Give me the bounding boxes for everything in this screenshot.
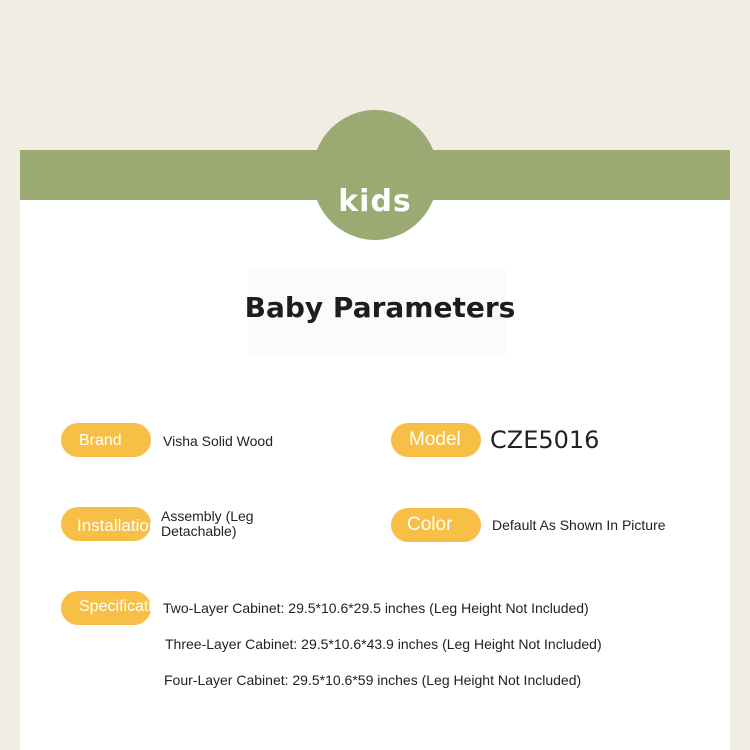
color-label: Color: [391, 508, 481, 542]
brand-value: Visha Solid Wood: [163, 433, 273, 449]
badge-label: kids: [338, 184, 412, 219]
page-title: Baby Parameters: [244, 291, 516, 324]
spec-line-3: Four-Layer Cabinet: 29.5*10.6*59 inches (Leg Height Not Included): [164, 672, 582, 688]
color-value: Default As Shown In Picture: [492, 517, 666, 533]
spec-line-1: Two-Layer Cabinet: 29.5*10.6*29.5 inches (Leg Height Not Included): [163, 600, 589, 616]
model-label: Model: [391, 423, 481, 457]
installation-value: Assembly (Leg Detachable): [161, 508, 254, 539]
installation-label: Installation: [61, 507, 151, 541]
model-value: CZE5016: [490, 426, 600, 454]
specification-label: Specification: [61, 591, 151, 625]
brand-label: Brand: [61, 423, 151, 457]
spec-line-2: Three-Layer Cabinet: 29.5*10.6*43.9 inches (Leg Height Not Included): [165, 636, 602, 652]
